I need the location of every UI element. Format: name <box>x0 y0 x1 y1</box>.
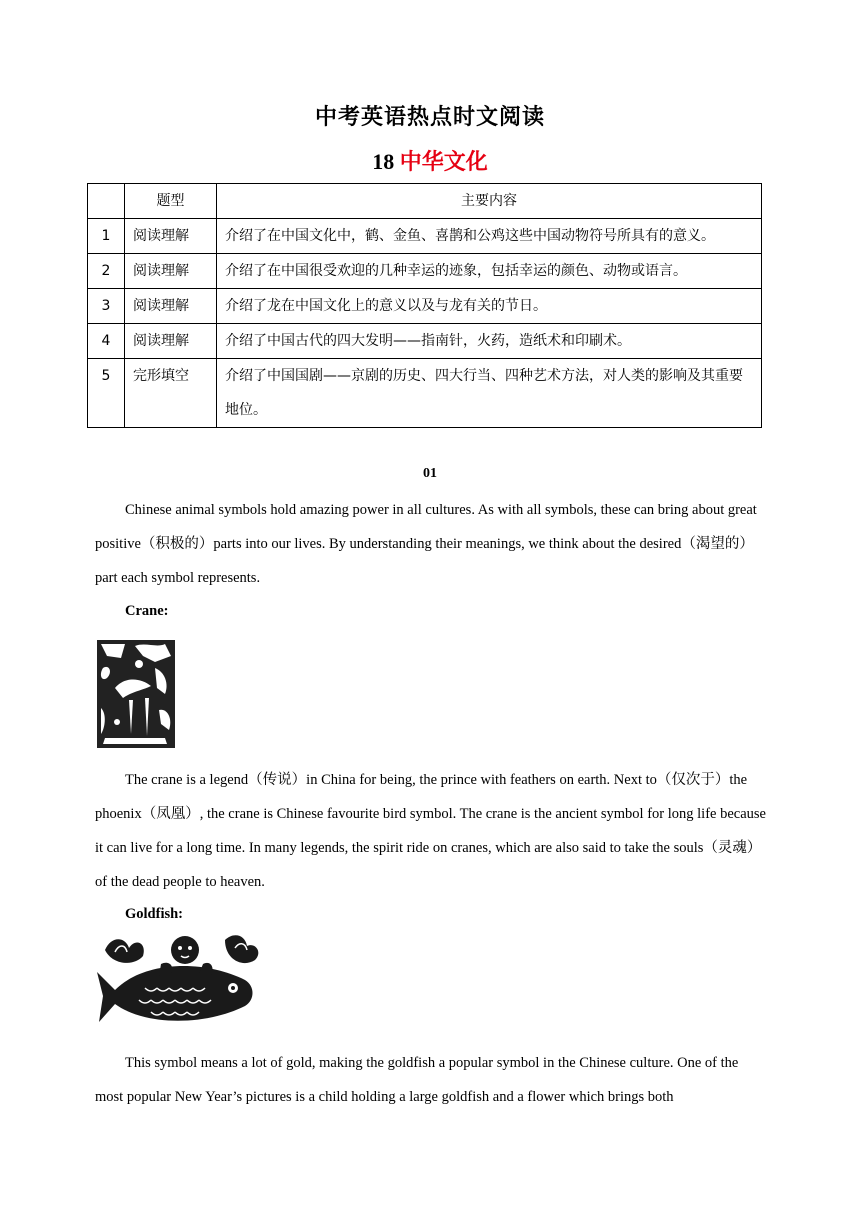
goldfish-papercut-image <box>95 930 267 1040</box>
table-header-cell: 主要内容 <box>217 184 762 219</box>
table-header-cell <box>88 184 125 219</box>
row-type: 阅读理解 <box>125 219 217 254</box>
row-content: 介绍了中国古代的四大发明——指南针，火药，造纸术和印刷术。 <box>217 324 762 359</box>
row-content: 介绍了在中国很受欢迎的几种幸运的迹象，包括幸运的颜色、动物或语言。 <box>217 254 762 289</box>
page-title: 中考英语热点时文阅读 <box>314 105 545 130</box>
page-subtitle <box>0 145 860 176</box>
goldfish-heading: Goldfish: <box>125 906 184 922</box>
row-content: 介绍了中国国剧——京剧的历史、四大行当、四种艺术方法，对人类的影响及其重要地位。 <box>217 359 762 428</box>
table-row <box>88 324 762 359</box>
row-number: 4 <box>88 324 125 359</box>
row-number: 1 <box>88 219 125 254</box>
table-row <box>88 219 762 254</box>
table-row <box>88 254 762 289</box>
crane-heading: Crane: <box>125 603 169 619</box>
table-header-cell: 题型 <box>125 184 217 219</box>
subtitle-topic: 中华文化 <box>399 150 488 175</box>
row-type: 完形填空 <box>125 359 217 428</box>
section-number: 01 <box>423 466 437 481</box>
crane-papercut-image <box>95 638 177 750</box>
row-number: 5 <box>88 359 125 428</box>
subtitle-number: 18 <box>372 149 395 174</box>
row-type: 阅读理解 <box>125 324 217 359</box>
table-header-row <box>88 184 762 219</box>
row-number: 3 <box>88 289 125 324</box>
table-row <box>88 289 762 324</box>
table-row <box>88 359 762 428</box>
row-content: 介绍了在中国文化中，鹤、金鱼、喜鹊和公鸡这些中国动物符号所具有的意义。 <box>217 219 762 254</box>
intro-paragraph: Chinese animal symbols hold amazing power in all cultures. As with all symbols, these can bring about great positive（积极的）parts into our lives. By understanding their meanings, we think about the desired（渴望的）part each symbol represents. <box>95 502 757 586</box>
summary-table <box>87 183 762 428</box>
row-type: 阅读理解 <box>125 254 217 289</box>
row-number: 2 <box>88 254 125 289</box>
row-type: 阅读理解 <box>125 289 217 324</box>
row-content: 介绍了龙在中国文化上的意义以及与龙有关的节日。 <box>217 289 762 324</box>
goldfish-paragraph: This symbol means a lot of gold, making the goldfish a popular symbol in the Chinese culture. One of the most popular New Year’s pictures is a child holding a large goldfish and a flower which brings both <box>95 1055 739 1105</box>
crane-paragraph: The crane is a legend（传说）in China for being, the prince with feathers on earth. Next to（仅次于）the phoenix（凤凰）, the crane is Chinese favourite bird symbol. The crane is the ancient symbol for long life because it can live for a long time. In many legends, the spirit ride on cranes, which are also said to take the souls（灵魂）of the dead people to heaven. <box>95 772 766 890</box>
